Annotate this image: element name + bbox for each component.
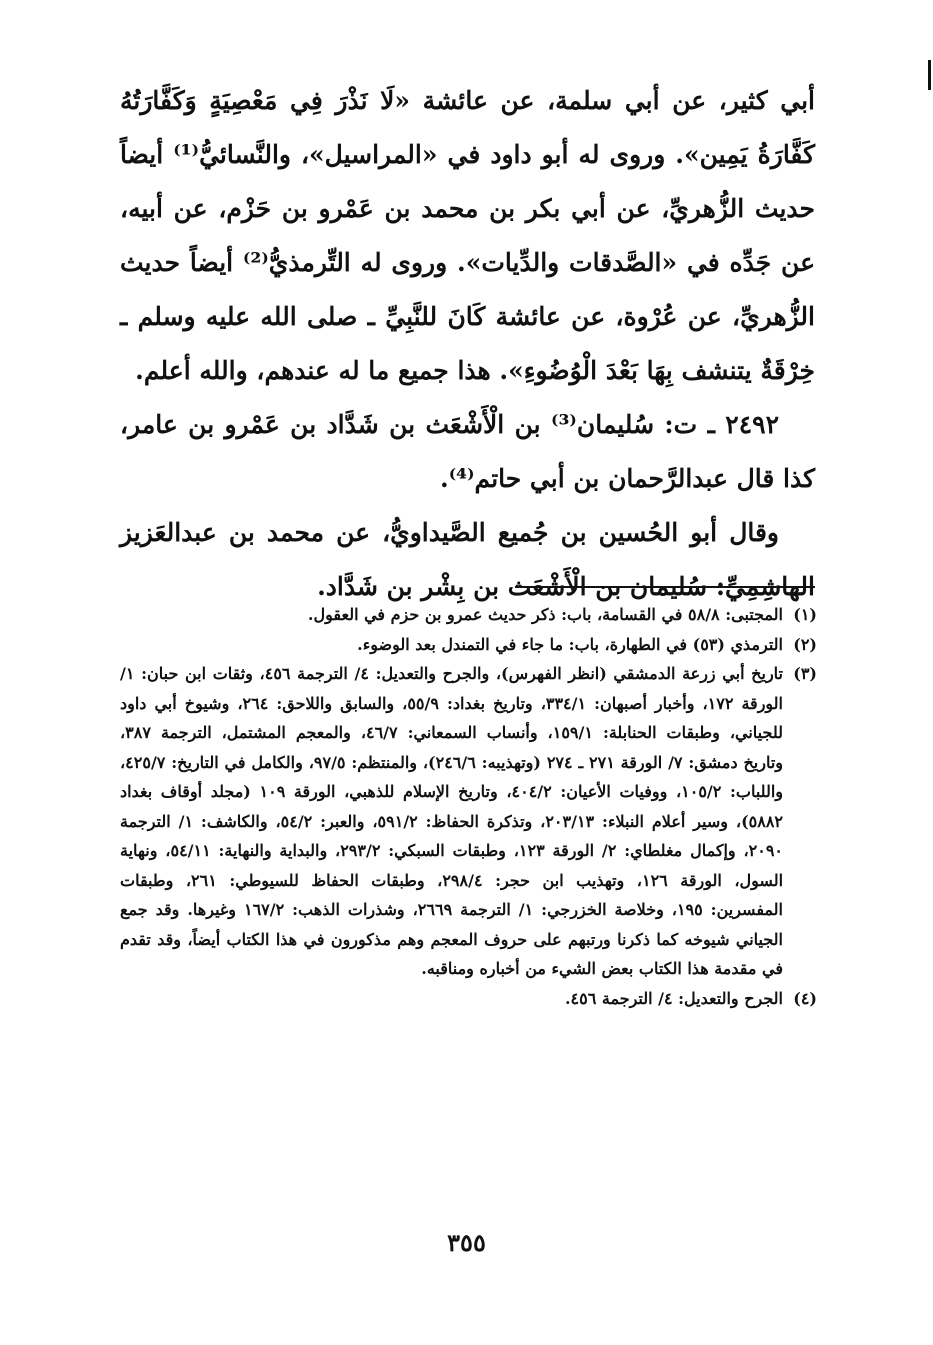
- footnotes-section: [120, 600, 817, 1013]
- footnote-number: (٣): [793, 664, 817, 683]
- footnote-1: [120, 600, 817, 630]
- footnote-text: المجتبى: ٥٨/٨ في القسامة، باب: ذكر حديث عمرو بن حزم في العقول.: [307, 605, 783, 624]
- main-text-body: [120, 74, 815, 614]
- footnote-number: (٢): [793, 634, 817, 654]
- footnote-number: (٤): [793, 988, 817, 1008]
- scan-edge-mark: [928, 60, 931, 90]
- entry-2492-paragraph: ٢٤٩٢ ـ ت: سُليمان⁽³⁾ بن الْأَشْعَث بن شَدَّاد بن عَمْرو بن عامر، كذا قال عبدالرَّحمان بن أبي حاتم⁽⁴⁾.: [120, 410, 815, 493]
- footnote-2: [120, 630, 817, 660]
- footnote-3: [120, 659, 817, 984]
- footnote-separator: [515, 586, 815, 588]
- footnote-text: الجرح والتعديل: ٤/ الترجمة ٤٥٦.: [564, 988, 783, 1008]
- page-number: ٣٥٥: [447, 1228, 486, 1257]
- footnote-text: الترمذي (٥٣) في الطهارة، باب: ما جاء في التمندل بعد الوضوء.: [357, 634, 783, 654]
- main-paragraph-1: أبي كثير، عن أبي سلمة، عن عائشة «لَا نَذْرَ فِي مَعْصِيَةٍ وَكَفَّارَتُهُ كَفَّارَةُ يَمِين». وروى له أبو داود في «المراسيل»، والنَّسائيُّ⁽¹⁾ أيضاً حديث الزُّهريِّ، عن أبي بكر بن محمد بن عَمْرو بن حَزْم، عن أبيه، عن جَدِّه في «الصَّدقات والدِّيات». وروى له التِّرمذيُّ⁽²⁾ أيضاً حديث الزُّهريِّ، عن عُرْوة، عن عائشة كَانَ للنَّبِيِّ ـ صلى الله عليه وسلم ـ خِرْقَةٌ يتنشف بِهَا بَعْدَ الْوُضُوءِ». هذا جميع ما له عندهم، والله أعلم.: [120, 86, 815, 385]
- main-paragraph-3: وقال أبو الحُسين بن جُميع الصَّيداويُّ، عن محمد بن عبدالعَزيز الهاشِمِيِّ: سُليمان بن الْأَشْعَث بن بِشْر بن شَدَّاد.: [120, 518, 815, 601]
- footnote-text: تاريخ أبي زرعة الدمشقي (انظر الفهرس)، والجرح والتعديل: ٤/ الترجمة ٤٥٦، وثقات ابن حبان: ١/ الورقة ١٧٢، وأخبار أصبهان: ٣٣٤/١، وتاريخ بغداد: ٥٥/٩، والسابق واللاحق: ٢٦٤، وشيوخ أبي داود للجياني، وطبقات الحنابلة: ١٥٩/١، وأنساب السمعاني: ٤٦/٧، والمعجم المشتمل، الترجمة ٣٨٧، وتاريخ دمشق: ٧/ الورقة ٢٧١ ـ ٢٧٤ (وتهذيبه: ٢٤٦/٦)، والمنتظم: ٩٧/٥، والكامل في التاريخ: ٤٢٥/٧، واللباب: ١٠٥/٢، ووفيات الأعيان: ٤٠٤/٢، وتاريخ الإسلام للذهبي، الورقة ١٠٩ (مجلد أوقاف بغداد ٥٨٨٢)، وسير أعلام النبلاء: ٢٠٣/١٣، وتذكرة الحفاظ: ٥٩١/٢، والعبر: ٥٤/٢، والكاشف: ١/ الترجمة ٢٠٩٠، وإكمال مغلطاي: ٢/ الورقة ١٢٣، وطبقات السبكي: ٢٩٣/٢، والبداية والنهاية: ٥٤/١١، ونهاية السول، الورقة ١٢٦، وتهذيب ابن حجر: ٢٩٨/٤، وطبقات الحفاظ للسيوطي: ٢٦١، وطبقات المفسرين: ١٩٥، وخلاصة الخزرجي: ١/ الترجمة ٢٦٦٩، وشذرات الذهب: ١٦٧/٢ وغيرها. وقد جمع الجياني شيوخه كما ذكرنا ورتبهم على حروف المعجم وهم مذكورون في هذا الكتاب أيضاً، وقد تقدم في مقدمة هذا الكتاب بعض الشيء من أخباره ومناقبه.: [120, 664, 784, 978]
- footnote-4: [120, 984, 817, 1014]
- footnote-number: (١): [793, 605, 817, 624]
